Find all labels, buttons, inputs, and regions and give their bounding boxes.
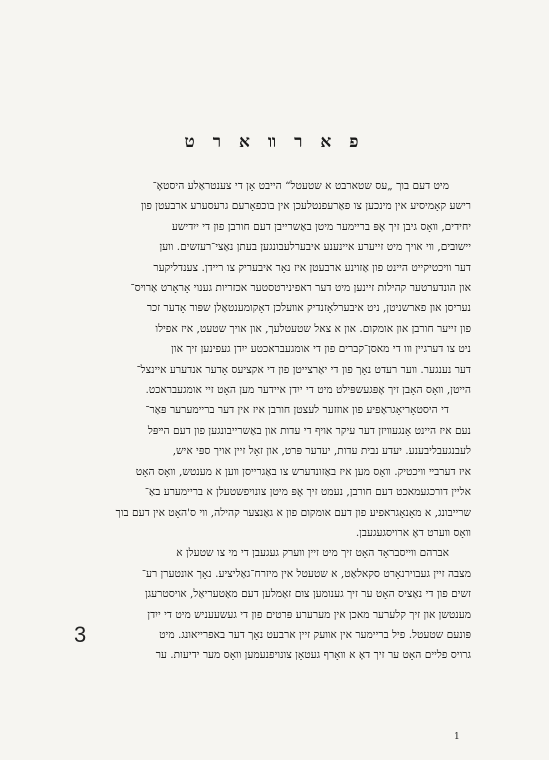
page-number: 3 xyxy=(74,622,87,647)
paragraph: אברהם װייסבראָד האָט זיך מיט זיין װערק געגעבן די מי צו שטעלן א מצבה זיין געבוירנאָרט סקאלאַט, א שטעטל אין מיזרח־גאַליציע. נאָך אונטערן רע־ זשים פון די נאַציס האָט ער זיך גענומען צום זאַמלען דעם מאַטעריאַל, אויסטרעגן מענטשן און זיך קלערער מאכן אין מערערע פּרטים פון די געשעעניש מיט די ייִדן פּונעם שטעטל. פיל בריימער אין אװעק זיין ארבעט נאָך דער באפרייאונג. מיט גרויס פליים האָט ער זיך דאָ א װאָרף געטאָן צונויפנעמען װאָס מער ידיעות. ער xyxy=(141,547,471,662)
body-text xyxy=(76,176,471,666)
paragraph: מיט דעם בוך „עס שטארבט א שטעטל“ הייבט אָן די צענטראַלע היסטאָ־ רישע קאָמיסיע אין מינכען צו פאַרעפנטלעכן אין בוכפאָרעם גרעסערע ארבעטן פון יחידים, װאָס גיבן זיך אָפּ בריימער מיטן באַשרייבן דעם חורבן פון די ייִדישע יישובים, װי אויך מיט זייערע איינענע איבערלעבונגען בעתן נאַצי־רעזשים. װען דער װיכטיקייט היינט פון אַזוינע ארבעטן איז נאָר איבעריק צו ריידן. צענדליקער און הונדערטער קהילות זיינען מיט דער ראפינירטסטער אכזריות גענוי אָראָרט אַרױס־ נעריסן און פארשניטן, ניט איבערלאָזנדיק אװעלכן דאָקומענטאַלן שפּור אָדער זכר פון זייער חורבן און אומקום. און א צאל שטעטלעך, און אויך שטעט, איז אפילו ניט צו דערגיין װו די מאסן־קברים פון די אומגעבראכטע ייִדן געפינען זיך און דער נענגער. װער רעדט נאָך פון די יאַרצייטן פון די אקציעס אָדער אנדערע איינצל־ הייטן, װאָס האָבן זיך אָפּגעשפּילט מיט די ייִדן איידער מען האָט זיי אומגעבראכט. xyxy=(130,180,471,397)
footnote-marker: 1 xyxy=(454,732,460,742)
page-heading: פ א ר װ א ר ט xyxy=(184,132,365,152)
paragraph: די היסטאָריאָגראַפיע פון אוזזער לעצטן חורבן איז אין דער בריימערער פּאַר־ נעם איז היינט אָנגעװיזן דער עיקר אויף די עדות און באַשרייבונגען פון דעם הײפּל לעבנגעבליבענע. יעדע נבית עדות, יעדער פּרט, און זאָל זיין אויך ספּי איש, איז דערבײ װיכטיק. װאָס מען איז באַזונדערש צו באַגרייסן װען א מענטש, װאָס האָט אליין דורכגעמאכט דעם חורבן, נעמט זיך אָפּ מיטן צונויפשטעלן א בריימערע באַ־ שרייבונג, א מאָנאָגראפיע פון דעם אומקום פון א גאַנצער קהילה, װי ס'האָט אין דעם בוך װאָס װערט דאָ ארויסגעגעבן. xyxy=(115,404,471,539)
